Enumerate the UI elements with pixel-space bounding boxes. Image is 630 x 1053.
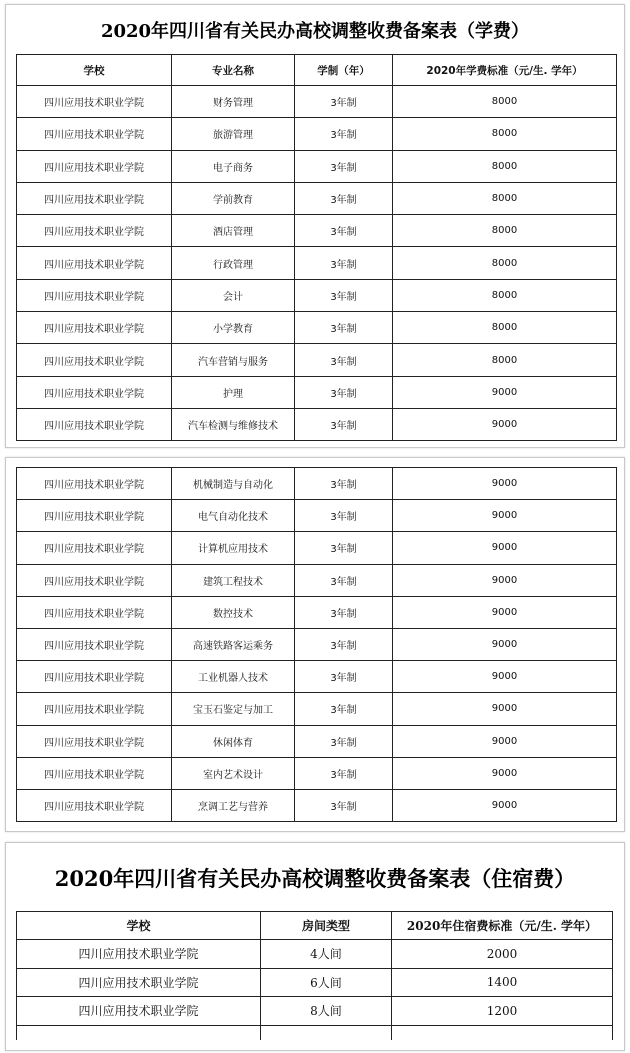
- duration-cell: 3年制: [295, 628, 393, 660]
- fee-cell: 8000: [393, 150, 617, 182]
- table-row: [17, 940, 613, 969]
- school-cell: 四川应用技术职业学院: [17, 968, 261, 997]
- duration-cell: 3年制: [295, 344, 393, 376]
- housing-fee-cell: 2000: [392, 940, 613, 969]
- fee-cell: 9000: [393, 725, 617, 757]
- fee-cell: 9000: [393, 468, 617, 500]
- housing-header-row: [17, 912, 613, 940]
- duration-cell: 3年制: [295, 118, 393, 150]
- fee-cell: 8000: [393, 182, 617, 214]
- fee-cell: 9000: [393, 661, 617, 693]
- duration-cell: 3年制: [295, 150, 393, 182]
- fee-cell: 8000: [393, 86, 617, 118]
- duration-cell: 3年制: [295, 500, 393, 532]
- school-cell: 四川应用技术职业学院: [17, 789, 172, 821]
- table-row: [17, 661, 617, 693]
- major-cell: 学前教育: [172, 182, 295, 214]
- table-row: [17, 725, 617, 757]
- major-cell: 电子商务: [172, 150, 295, 182]
- empty-cell: [261, 1025, 392, 1040]
- fee-cell: 9000: [393, 500, 617, 532]
- table-row: [17, 564, 617, 596]
- major-cell: 休闲体育: [172, 725, 295, 757]
- fee-cell: 8000: [393, 118, 617, 150]
- fee-cell: 9000: [393, 628, 617, 660]
- table-row: [17, 312, 617, 344]
- duration-cell: 3年制: [295, 661, 393, 693]
- table-row: [17, 500, 617, 532]
- table-row: [17, 118, 617, 150]
- duration-cell: 3年制: [295, 532, 393, 564]
- table-row: [17, 344, 617, 376]
- table-row: [17, 408, 617, 440]
- duration-cell: 3年制: [295, 376, 393, 408]
- fee-cell: 8000: [393, 312, 617, 344]
- school-cell: 四川应用技术职业学院: [17, 500, 172, 532]
- housing-fee-cell: 1200: [392, 997, 613, 1026]
- table-row: [17, 997, 613, 1026]
- major-cell: 小学教育: [172, 312, 295, 344]
- table-row-partial: [17, 1025, 613, 1040]
- major-cell: 机械制造与自动化: [172, 468, 295, 500]
- fee-cell: 9000: [393, 693, 617, 725]
- housing-panel: [5, 842, 625, 1051]
- table-row: [17, 693, 617, 725]
- tuition-panel-2: [5, 457, 625, 832]
- table-row: [17, 789, 617, 821]
- major-cell: 护理: [172, 376, 295, 408]
- school-cell: 四川应用技术职业学院: [17, 628, 172, 660]
- fee-cell: 9000: [393, 376, 617, 408]
- empty-cell: [17, 1025, 261, 1040]
- table-row: [17, 279, 617, 311]
- table-row: [17, 596, 617, 628]
- duration-cell: 3年制: [295, 725, 393, 757]
- table-row: [17, 628, 617, 660]
- school-cell: 四川应用技术职业学院: [17, 725, 172, 757]
- fee-cell: 8000: [393, 215, 617, 247]
- major-cell: 烹调工艺与营养: [172, 789, 295, 821]
- fee-cell: 9000: [393, 564, 617, 596]
- fee-cell: 9000: [393, 532, 617, 564]
- school-cell: 四川应用技术职业学院: [17, 247, 172, 279]
- empty-cell: [392, 1025, 613, 1040]
- fee-cell: 9000: [393, 408, 617, 440]
- room-type-cell: 8人间: [261, 997, 392, 1026]
- major-cell: 室内艺术设计: [172, 757, 295, 789]
- header-major: 专业名称: [172, 55, 295, 86]
- school-cell: 四川应用技术职业学院: [17, 344, 172, 376]
- header-duration: 学制（年）: [295, 55, 393, 86]
- table-row: [17, 532, 617, 564]
- major-cell: 旅游管理: [172, 118, 295, 150]
- school-cell: 四川应用技术职业学院: [17, 86, 172, 118]
- major-cell: 建筑工程技术: [172, 564, 295, 596]
- school-cell: 四川应用技术职业学院: [17, 408, 172, 440]
- tuition-header-row: [17, 55, 617, 86]
- fee-cell: 8000: [393, 344, 617, 376]
- fee-cell: 9000: [393, 757, 617, 789]
- major-cell: 汽车营销与服务: [172, 344, 295, 376]
- school-cell: 四川应用技术职业学院: [17, 279, 172, 311]
- duration-cell: 3年制: [295, 312, 393, 344]
- major-cell: 计算机应用技术: [172, 532, 295, 564]
- major-cell: 工业机器人技术: [172, 661, 295, 693]
- table-row: [17, 376, 617, 408]
- header-housing-fee: 2020年住宿费标准（元/生. 学年）: [392, 912, 613, 940]
- header-school: 学校: [17, 912, 261, 940]
- housing-table: [16, 911, 613, 1040]
- major-cell: 财务管理: [172, 86, 295, 118]
- major-cell: 宝玉石鉴定与加工: [172, 693, 295, 725]
- major-cell: 电气自动化技术: [172, 500, 295, 532]
- header-fee: 2020年学费标准（元/生. 学年）: [393, 55, 617, 86]
- school-cell: 四川应用技术职业学院: [17, 215, 172, 247]
- table-row: [17, 86, 617, 118]
- duration-cell: 3年制: [295, 86, 393, 118]
- duration-cell: 3年制: [295, 408, 393, 440]
- duration-cell: 3年制: [295, 215, 393, 247]
- header-school: 学校: [17, 55, 172, 86]
- major-cell: 高速铁路客运乘务: [172, 628, 295, 660]
- fee-cell: 9000: [393, 596, 617, 628]
- tuition-table-part1: [16, 54, 617, 441]
- housing-fee-cell: 1400: [392, 968, 613, 997]
- school-cell: 四川应用技术职业学院: [17, 661, 172, 693]
- duration-cell: 3年制: [295, 279, 393, 311]
- school-cell: 四川应用技术职业学院: [17, 596, 172, 628]
- duration-cell: 3年制: [295, 247, 393, 279]
- school-cell: 四川应用技术职业学院: [17, 532, 172, 564]
- major-cell: 汽车检测与维修技术: [172, 408, 295, 440]
- duration-cell: 3年制: [295, 182, 393, 214]
- room-type-cell: 6人间: [261, 968, 392, 997]
- school-cell: 四川应用技术职业学院: [17, 182, 172, 214]
- major-cell: 会计: [172, 279, 295, 311]
- duration-cell: 3年制: [295, 789, 393, 821]
- fee-cell: 8000: [393, 279, 617, 311]
- duration-cell: 3年制: [295, 693, 393, 725]
- tuition-panel-1: [5, 4, 625, 448]
- school-cell: 四川应用技术职业学院: [17, 693, 172, 725]
- major-cell: 行政管理: [172, 247, 295, 279]
- table-row: [17, 468, 617, 500]
- duration-cell: 3年制: [295, 757, 393, 789]
- tuition-table-part2: [16, 467, 617, 822]
- table-row: [17, 968, 613, 997]
- school-cell: 四川应用技术职业学院: [17, 940, 261, 969]
- school-cell: 四川应用技术职业学院: [17, 312, 172, 344]
- tuition-title: 2020年四川省有关民办高校调整收费备案表（学费）: [100, 21, 530, 42]
- school-cell: 四川应用技术职业学院: [17, 757, 172, 789]
- table-row: [17, 215, 617, 247]
- school-cell: 四川应用技术职业学院: [17, 564, 172, 596]
- table-row: [17, 150, 617, 182]
- housing-title: 2020年四川省有关民办高校调整收费备案表（住宿费）: [54, 866, 576, 891]
- major-cell: 酒店管理: [172, 215, 295, 247]
- table-row: [17, 757, 617, 789]
- duration-cell: 3年制: [295, 596, 393, 628]
- fee-cell: 9000: [393, 789, 617, 821]
- table-row: [17, 247, 617, 279]
- school-cell: 四川应用技术职业学院: [17, 150, 172, 182]
- table-row: [17, 182, 617, 214]
- header-room-type: 房间类型: [261, 912, 392, 940]
- school-cell: 四川应用技术职业学院: [17, 376, 172, 408]
- room-type-cell: 4人间: [261, 940, 392, 969]
- major-cell: 数控技术: [172, 596, 295, 628]
- school-cell: 四川应用技术职业学院: [17, 118, 172, 150]
- duration-cell: 3年制: [295, 564, 393, 596]
- fee-cell: 8000: [393, 247, 617, 279]
- school-cell: 四川应用技术职业学院: [17, 468, 172, 500]
- school-cell: 四川应用技术职业学院: [17, 997, 261, 1026]
- duration-cell: 3年制: [295, 468, 393, 500]
